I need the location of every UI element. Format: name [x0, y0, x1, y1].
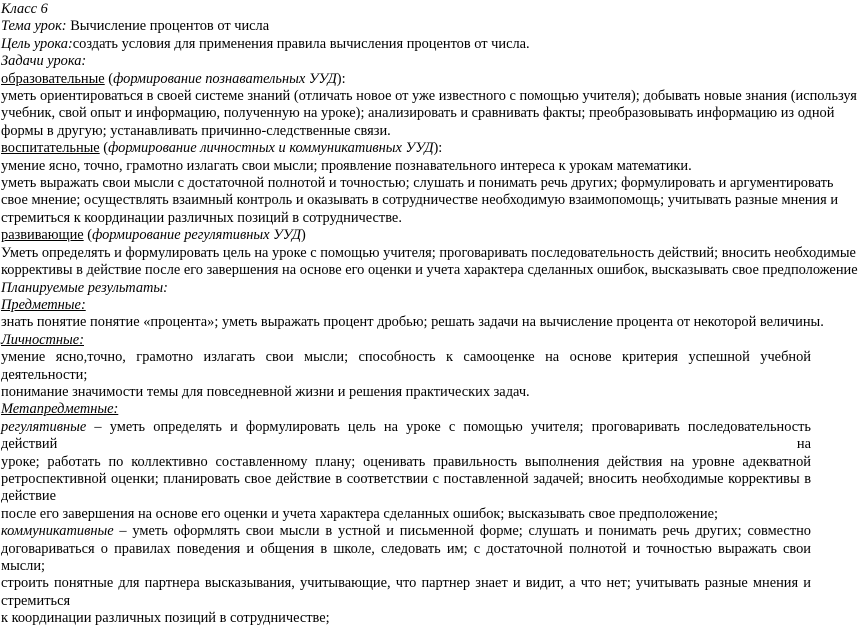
educational-label: образовательные [1, 70, 105, 87]
educational-note: формирование познавательных УУД [113, 70, 337, 87]
upbringing-line: уметь выражать свои мысли с достаточной полнотой и точностью; слушать и понимать речь других; формулировать и аргументировать [1, 175, 834, 192]
communicative-line: договариваться о правилах поведения и общения в школе, следовать им; с достаточной полнотой и точностью выражать свои мысли; [1, 540, 811, 574]
educational-line: учебник, свой опыт и информацию, полученную на уроке); анализировать и сравнивать факты; преобразовывать информацию из одной [1, 105, 835, 122]
lesson-topic [1, 18, 816, 35]
communicative-label: коммуникативные [1, 523, 114, 540]
regulative-line: ретроспективной оценки; планировать свое действие в соответствии с поставленной задачей; вносить необходимые коррективы в действие [1, 470, 811, 505]
upbringing-label: воспитательные [1, 140, 100, 157]
communicative-line: строить понятные для партнера высказывания, учитывающие, что партнер знает и видит, а что нет; учитывать разные мнения и стремиться [1, 575, 811, 609]
upbringing-note: формирование личностных и коммуникативных УУД [108, 140, 434, 157]
tasks-heading: Задачи урока: [1, 53, 87, 70]
paren-close: ) [301, 227, 306, 244]
paren-close: ): [336, 70, 346, 87]
developmental-note: формирование регулятивных УУД [92, 227, 302, 244]
developmental-line: Уметь определять и формулировать цель на уроке с помощью учителя; проговаривать последовательность действий; вносить необходимые [1, 244, 856, 261]
regulative-line: уроке; работать по коллективно составленному плану; оценивать правильность выполнения действия на уровне адекватной [1, 453, 811, 470]
paren-open: ( [104, 70, 114, 87]
lesson-goal [1, 36, 816, 53]
regulative-text: – уметь определять и формулировать цель на уроке с помощью учителя; проговаривать последовательность действий на [1, 418, 811, 453]
meta-results-heading: Метапредметные: [1, 401, 119, 418]
subject-results-heading: Предметные: [1, 296, 86, 313]
communicative-line [1, 523, 811, 540]
educational-line: уметь ориентироваться в своей системе знаний (отличать новое от уже известного с помощью учителя); добывать новые знания (используя [1, 88, 857, 105]
personal-results-line: умение ясно,точно, грамотно излагать свои мысли; способность к самооценке на основе критерия успешной учебной деятельности; [1, 349, 811, 383]
developmental-heading [1, 227, 816, 244]
educational-heading [1, 71, 816, 88]
developmental-label: развивающие [1, 227, 84, 244]
regulative-line [1, 419, 811, 454]
goal-text: создать условия для применения правила вычисления процентов от числа. [72, 35, 530, 52]
paren-close: ): [433, 140, 443, 157]
upbringing-line: умение ясно, точно, грамотно излагать свои мысли; проявление познавательного интереса к урокам математики. [1, 157, 692, 174]
upbringing-line: свое мнение; осуществлять взаимный контроль и оказывать в сотрудничестве необходимую взаимопомощь; учитывать разные мнения и [1, 192, 839, 209]
paren-open: ( [83, 227, 93, 244]
developmental-line: коррективы в действие после его завершения на основе его оценки и учета характера сделанных ошибок, высказывать свое предположение [1, 262, 858, 279]
communicative-text: – уметь оформлять свои мысли в устной и письменной форме; слушать и понимать речь других; совместно [113, 523, 811, 540]
paren-open: ( [99, 140, 109, 157]
subject-results-line: знать понятие понятие «процента»; уметь выражать процент дробью; решать задачи на вычисление процента от некоторой величины. [1, 314, 824, 331]
communicative-line: к координации различных позиций в сотрудничестве; [1, 610, 330, 627]
personal-results-line: понимание значимости темы для повседневной жизни и решения практических задач. [1, 383, 530, 400]
topic-text: Вычисление процентов от числа [66, 18, 270, 35]
regulative-label: регулятивные [1, 418, 87, 435]
topic-label: Тема урок: [1, 18, 67, 35]
educational-line: формы в другую; устанавливать причинно-следственные связи. [1, 122, 391, 139]
personal-results-heading: Личностные: [1, 331, 84, 348]
class-label: Класс 6 [1, 1, 48, 17]
regulative-line: после его завершения на основе его оценки и учета характера сделанных ошибок; высказывать свое предположение; [1, 505, 718, 522]
upbringing-heading [1, 140, 816, 157]
upbringing-line: стремиться к координации различных позиций в сотрудничестве. [1, 209, 402, 226]
goal-label: Цель урока: [1, 35, 73, 52]
planned-results-heading: Планируемые результаты: [1, 279, 168, 296]
